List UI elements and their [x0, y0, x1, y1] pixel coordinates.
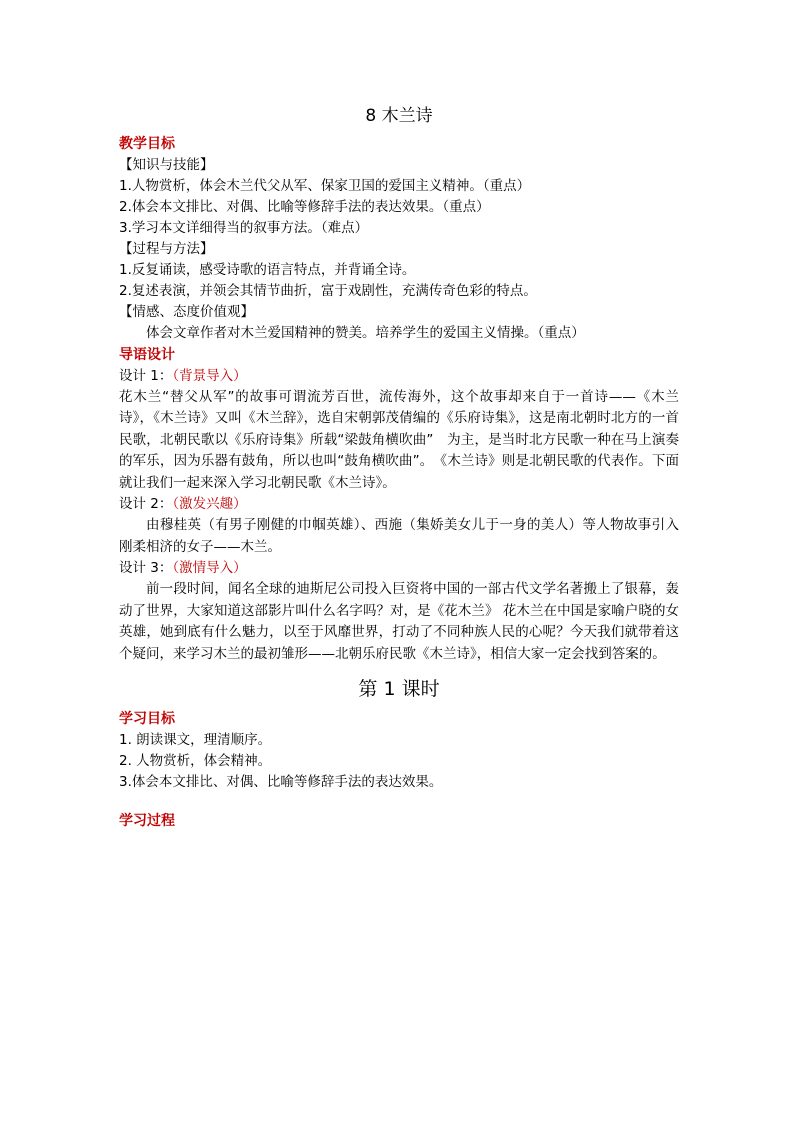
subheading-emotion: 【情感、态度价值观】 [119, 304, 254, 320]
knowledge-item-2: 2.体会本文排比、对偶、比喻等修辞手法的表达效果。（重点） [119, 199, 490, 215]
section-heading-objectives: 教学目标 [119, 136, 175, 152]
emotion-text: 体会文章作者对木兰爱国精神的赞美。培养学生的爱国主义情操。（重点） [146, 325, 585, 341]
spacer [119, 793, 679, 811]
design-3-text: 前一段时间，闻名全球的迪斯尼公司投入巨资将中国的一部古代文学名著搬上了银幕，轰动了世界，大家知道这部影片叫什么名字吗？对，是《花木兰》 花木兰在中国是家喻户晓的女英雄，她到底有什么魅力，以至于风靡世界，打动了不同种族人民的心呢？今天我们就带着这个疑问，来学习木兰的最初雏形——北朝乐府民歌《木兰诗》，相信大家一定会找到答案的。 [119, 581, 679, 662]
design-3-tag: （激情导入） [172, 560, 247, 576]
subheading-knowledge: 【知识与技能】 [119, 157, 214, 173]
goal-item-1: 1. 朗读课文，理清顺序。 [119, 732, 272, 748]
document-page [119, 104, 679, 832]
subheading-process: 【过程与方法】 [119, 241, 214, 257]
design-1-tag: （背景导入） [172, 367, 247, 384]
design-1-label: 设计 1： [119, 367, 173, 384]
lesson-title: 第 1 课时 [358, 678, 440, 700]
design-3-label: 设计 3： [119, 560, 173, 576]
knowledge-item-1: 1.人物赏析，体会木兰代父从军、保家卫国的爱国主义精神。（重点） [119, 178, 531, 194]
design-3-header [119, 558, 679, 579]
page-title: 8 木兰诗 [365, 106, 433, 126]
design-2-header [119, 494, 679, 515]
section-heading-goals: 学习目标 [119, 711, 175, 727]
goal-item-3: 3.体会本文排比、对偶、比喻等修辞手法的表达效果。 [119, 774, 443, 790]
knowledge-item-3: 3.学习本文详细得当的叙事方法。（难点） [119, 220, 369, 236]
design-2-tag: （激发兴趣） [172, 496, 247, 512]
design-2-label: 设计 2： [119, 496, 173, 512]
process-item-1: 1.反复诵读，感受诗歌的语言特点，并背诵全诗。 [119, 262, 416, 278]
section-heading-intro: 导语设计 [119, 346, 175, 363]
design-2-text: 由穆桂英（有男子刚健的巾帼英雄）、西施（集娇美女儿于一身的美人）等人物故事引入刚柔相济的女子——木兰。 [119, 517, 679, 555]
section-heading-learning-process: 学习过程 [119, 813, 175, 829]
design-1-header [119, 366, 679, 387]
design-1-text: 花木兰“替父从军”的故事可谓流芳百世，流传海外，这个故事却来自于一首诗——《木兰诗》，《木兰诗》又叫《木兰辞》，选自宋朝郭茂倩编的《乐府诗集》，这是南北朝时北方的一首民歌，北朝民歌以《乐府诗集》所载“梁鼓角横吹曲” 为主，是当时北方民歌一种在马上演奏的军乐，因为乐器有鼓角，所以也叫“鼓角横吹曲”。 《木兰诗》则是北朝民歌的代表作。下面就让我们一起来深入学习北朝民歌《木兰诗》。 [119, 388, 679, 491]
goal-item-2: 2. 人物赏析，体会精神。 [119, 753, 272, 769]
process-item-2: 2.复述表演，并领会其情节曲折，富于戏剧性，充满传奇色彩的特点。 [119, 283, 537, 299]
